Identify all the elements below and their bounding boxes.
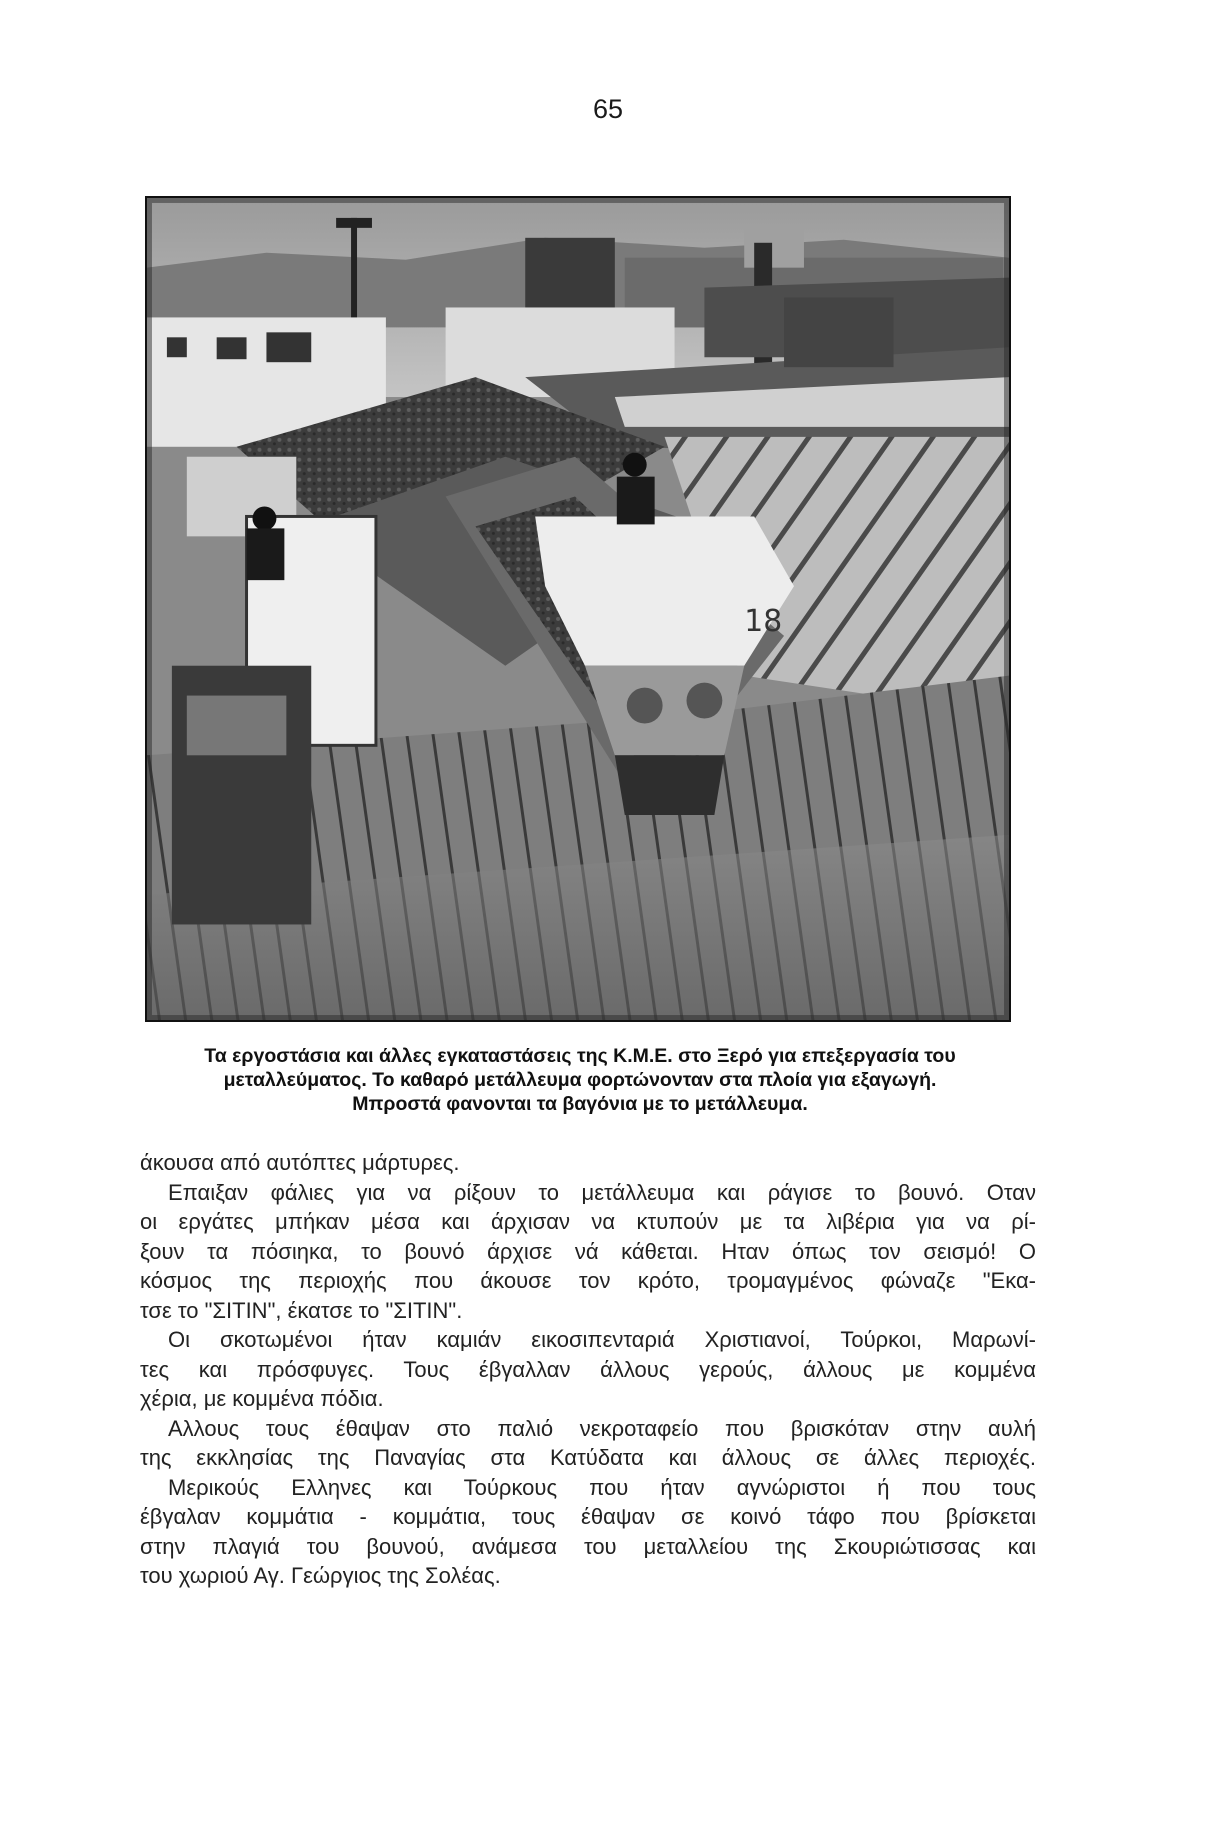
paragraph-line: Αλλους τους έθαψαν στο παλιό νεκροταφείο που βρισκόταν στην αυλή	[168, 1415, 1036, 1441]
wagon-number-label: 18	[744, 603, 783, 639]
caption-line: μεταλλεύματος. Το καθαρό μετάλλευμα φορτώνονταν στα πλοία για εξαγωγή.	[223, 1069, 937, 1091]
paragraph-line: τσε το "ΣΙΤΙΝ", έκατσε το "ΣΙΤΙΝ".	[140, 1297, 463, 1323]
photo-caption	[150, 1044, 1010, 1116]
paragraph-line: ξουν τα πόσιηκα, το βουνό άρχισε νά κάθεται. Ηταν όπως τον σεισμό! Ο	[140, 1238, 1036, 1264]
photograph-ore-wagons	[145, 196, 1011, 1022]
caption-line: Τα εργοστάσια και άλλες εγκαταστάσεις της Κ.Μ.Ε. στο Ξερό για επεξεργασία του	[204, 1045, 956, 1067]
paragraph-line: οι εργάτες μπήκαν μέσα και άρχισαν να κτυπούν με τα λιβέρια για να ρί-	[140, 1209, 1036, 1234]
paragraph-line: Μερικούς Ελληνες και Τούρκους που ήταν αγνώριστοι ή που τους	[168, 1474, 1036, 1500]
paragraph-line: έβγαλαν κομμάτια - κομμάτια, τους έθαψαν σε κοινό τάφο που βρίσκεται	[140, 1504, 1036, 1529]
paragraph-line: Επαιξαν φάλιες για να ρίξουν το μετάλλευμα και ράγισε το βουνό. Οταν	[168, 1179, 1036, 1205]
paragraph-line: τες και πρόσφυγες. Τους έβγαλλαν άλλους γερούς, άλλους με κομμένα	[140, 1356, 1036, 1382]
paragraph-line: κόσμος της περιοχής που άκουσε τον κρότο, τρομαγμένος φώναζε "Εκα-	[140, 1268, 1036, 1293]
paragraph-line: του χωριού Αγ. Γεώργιος της Σολέας.	[140, 1563, 501, 1588]
paragraph-line: χέρια, με κομμένα πόδια.	[140, 1386, 384, 1411]
caption-line: Μπροστά φανονται τα βαγόνια με το μετάλλευμα.	[352, 1093, 808, 1115]
paragraph-line: Οι σκοτωμένοι ήταν καμιάν εικοσιπενταριά Χριστιανοί, Τούρκοι, Μαρωνί-	[168, 1327, 1036, 1352]
paragraph-line: της εκκλησίας της Παναγίας στα Κατύδατα και άλλους σε άλλες περιοχές.	[140, 1445, 1036, 1470]
photo-illustration	[147, 198, 1009, 1020]
body-text	[140, 1148, 1036, 1591]
paragraph-line: άκουσα από αυτόπτες μάρτυρες.	[140, 1150, 460, 1175]
page-number: 65	[592, 94, 624, 124]
paragraph-line: στην πλαγιά του βουνού, ανάμεσα του μεταλλείου της Σκουριώτισσας και	[140, 1533, 1036, 1559]
